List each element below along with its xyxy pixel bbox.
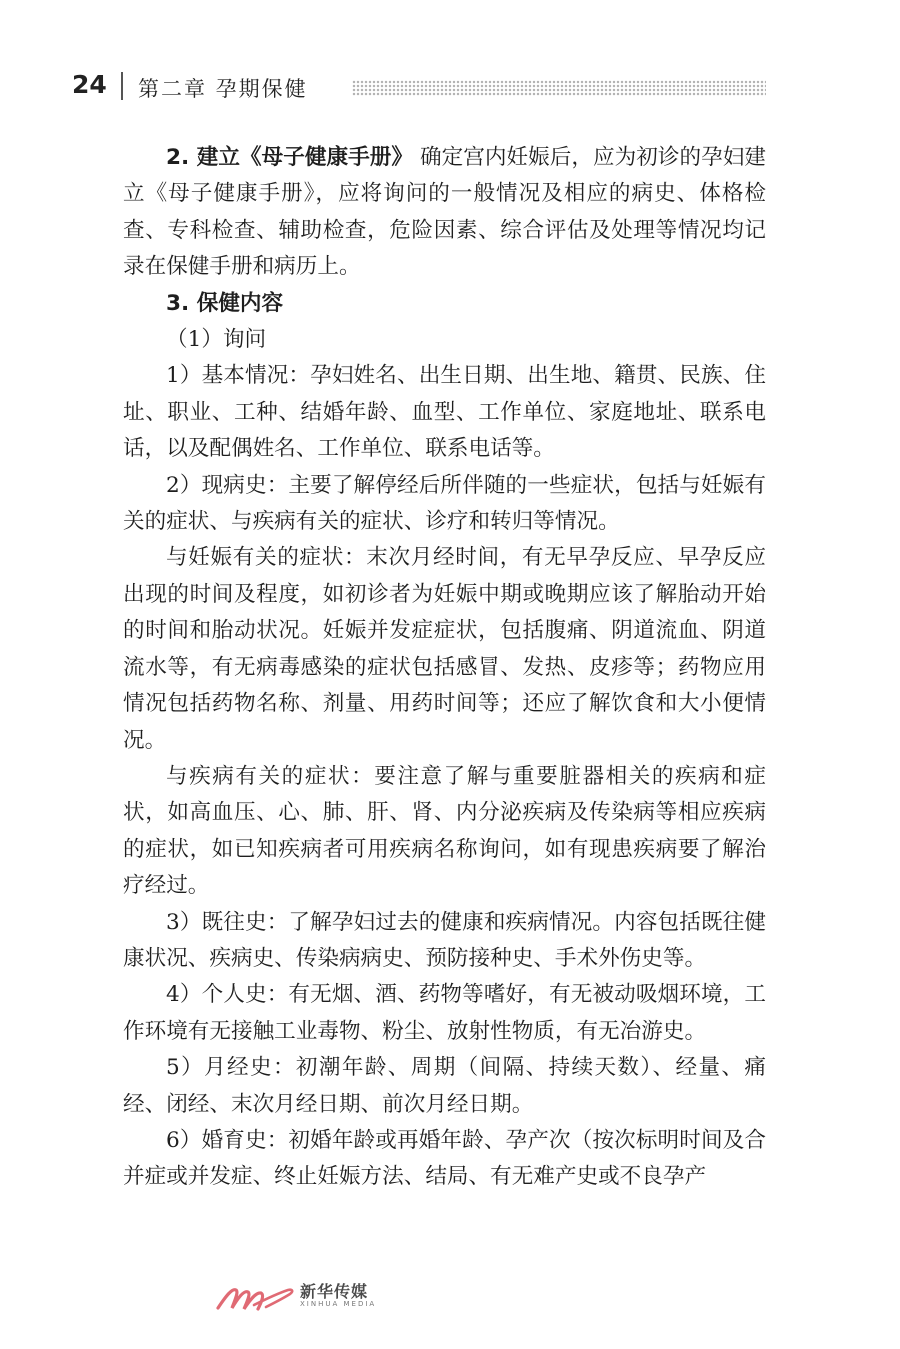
paragraph-menstrual-history: 5）月经史：初潮年龄、周期（间隔、持续天数）、经量、痛经、闭经、末次月经日期、前次月经日期。 [123, 1055, 766, 1117]
publisher-logo [216, 1278, 391, 1318]
paragraph-disease-symptoms: 与疾病有关的症状：要注意了解与重要脏器相关的疾病和症状，如高血压、心、肺、肝、肾、内分泌疾病及传染病等相应疾病的症状，如已知疾病者可用疾病名称询问，如有现患疾病要了解治疗经过。 [123, 763, 766, 899]
logo-english-name: XINHUA MEDIA [300, 1300, 377, 1308]
page-body [123, 140, 766, 1196]
page-number: 24 [72, 70, 107, 99]
paragraph-handbook [123, 140, 766, 286]
paragraph-present-illness: 2）现病史：主要了解停经后所伴随的一些症状，包括与妊娠有关的症状、与疾病有关的症状、诊疗和转归等情况。 [123, 472, 766, 535]
paragraph-personal-history: 4）个人史：有无烟、酒、药物等嗜好，有无被动吸烟环境，工作环境有无接触工业毒物、粉尘、放射性物质，有无冶游史。 [123, 982, 766, 1044]
subsection-heading-inquiry: （1）询问 [166, 327, 267, 353]
paragraph-pregnancy-symptoms: 与妊娠有关的症状：末次月经时间，有无早孕反应、早孕反应出现的时间及程度，如初诊者为妊娠中期或晚期应该了解胎动开始的时间和胎动状况。妊娠并发症症状，包括腹痛、阴道流血、阴道流水等，有无病毒感染的症状包括感冒、发热、皮疹等；药物应用情况包括药物名称、剂量、用药时间等；还应了解饮食和大小便情况。 [123, 545, 766, 753]
section-heading-handbook: 2. 建立《母子健康手册》 [166, 145, 414, 170]
paragraph-handbook-text: 确定宫内妊娠后，应为初诊的孕妇建立《母子健康手册》，应将询问的一般情况及相应的病史、体格检查、专科检查、辅助检查，危险因素、综合评估及处理等情况均记录在保健手册和病历上。 [123, 145, 766, 280]
paragraph-past-history: 3）既往史：了解孕妇过去的健康和疾病情况。内容包括既往健康状况、疾病史、传染病病史、预防接种史、手术外伤史等。 [123, 909, 766, 971]
header-divider [121, 72, 123, 100]
header-dot-rule [352, 80, 766, 96]
paragraph-marital-history: 6）婚育史：初婚年龄或再婚年龄、孕产次（按次标明时间及合并症或并发症、终止妊娠方法、结局、有无难产史或不良孕产 [123, 1127, 766, 1190]
page-header [0, 0, 900, 120]
chapter-title: 第二章 孕期保健 [138, 77, 308, 101]
paragraph-basic-info: 1）基本情况：孕妇姓名、出生日期、出生地、籍贯、民族、住址、职业、工种、结婚年龄、血型、工作单位、家庭地址、联系电话，以及配偶姓名、工作单位、联系电话等。 [123, 363, 766, 462]
logo-chinese-name: 新华传媒 [300, 1282, 369, 1301]
section-heading-care-content: 3. 保健内容 [166, 290, 284, 316]
xinhua-logo-icon [216, 1278, 296, 1314]
